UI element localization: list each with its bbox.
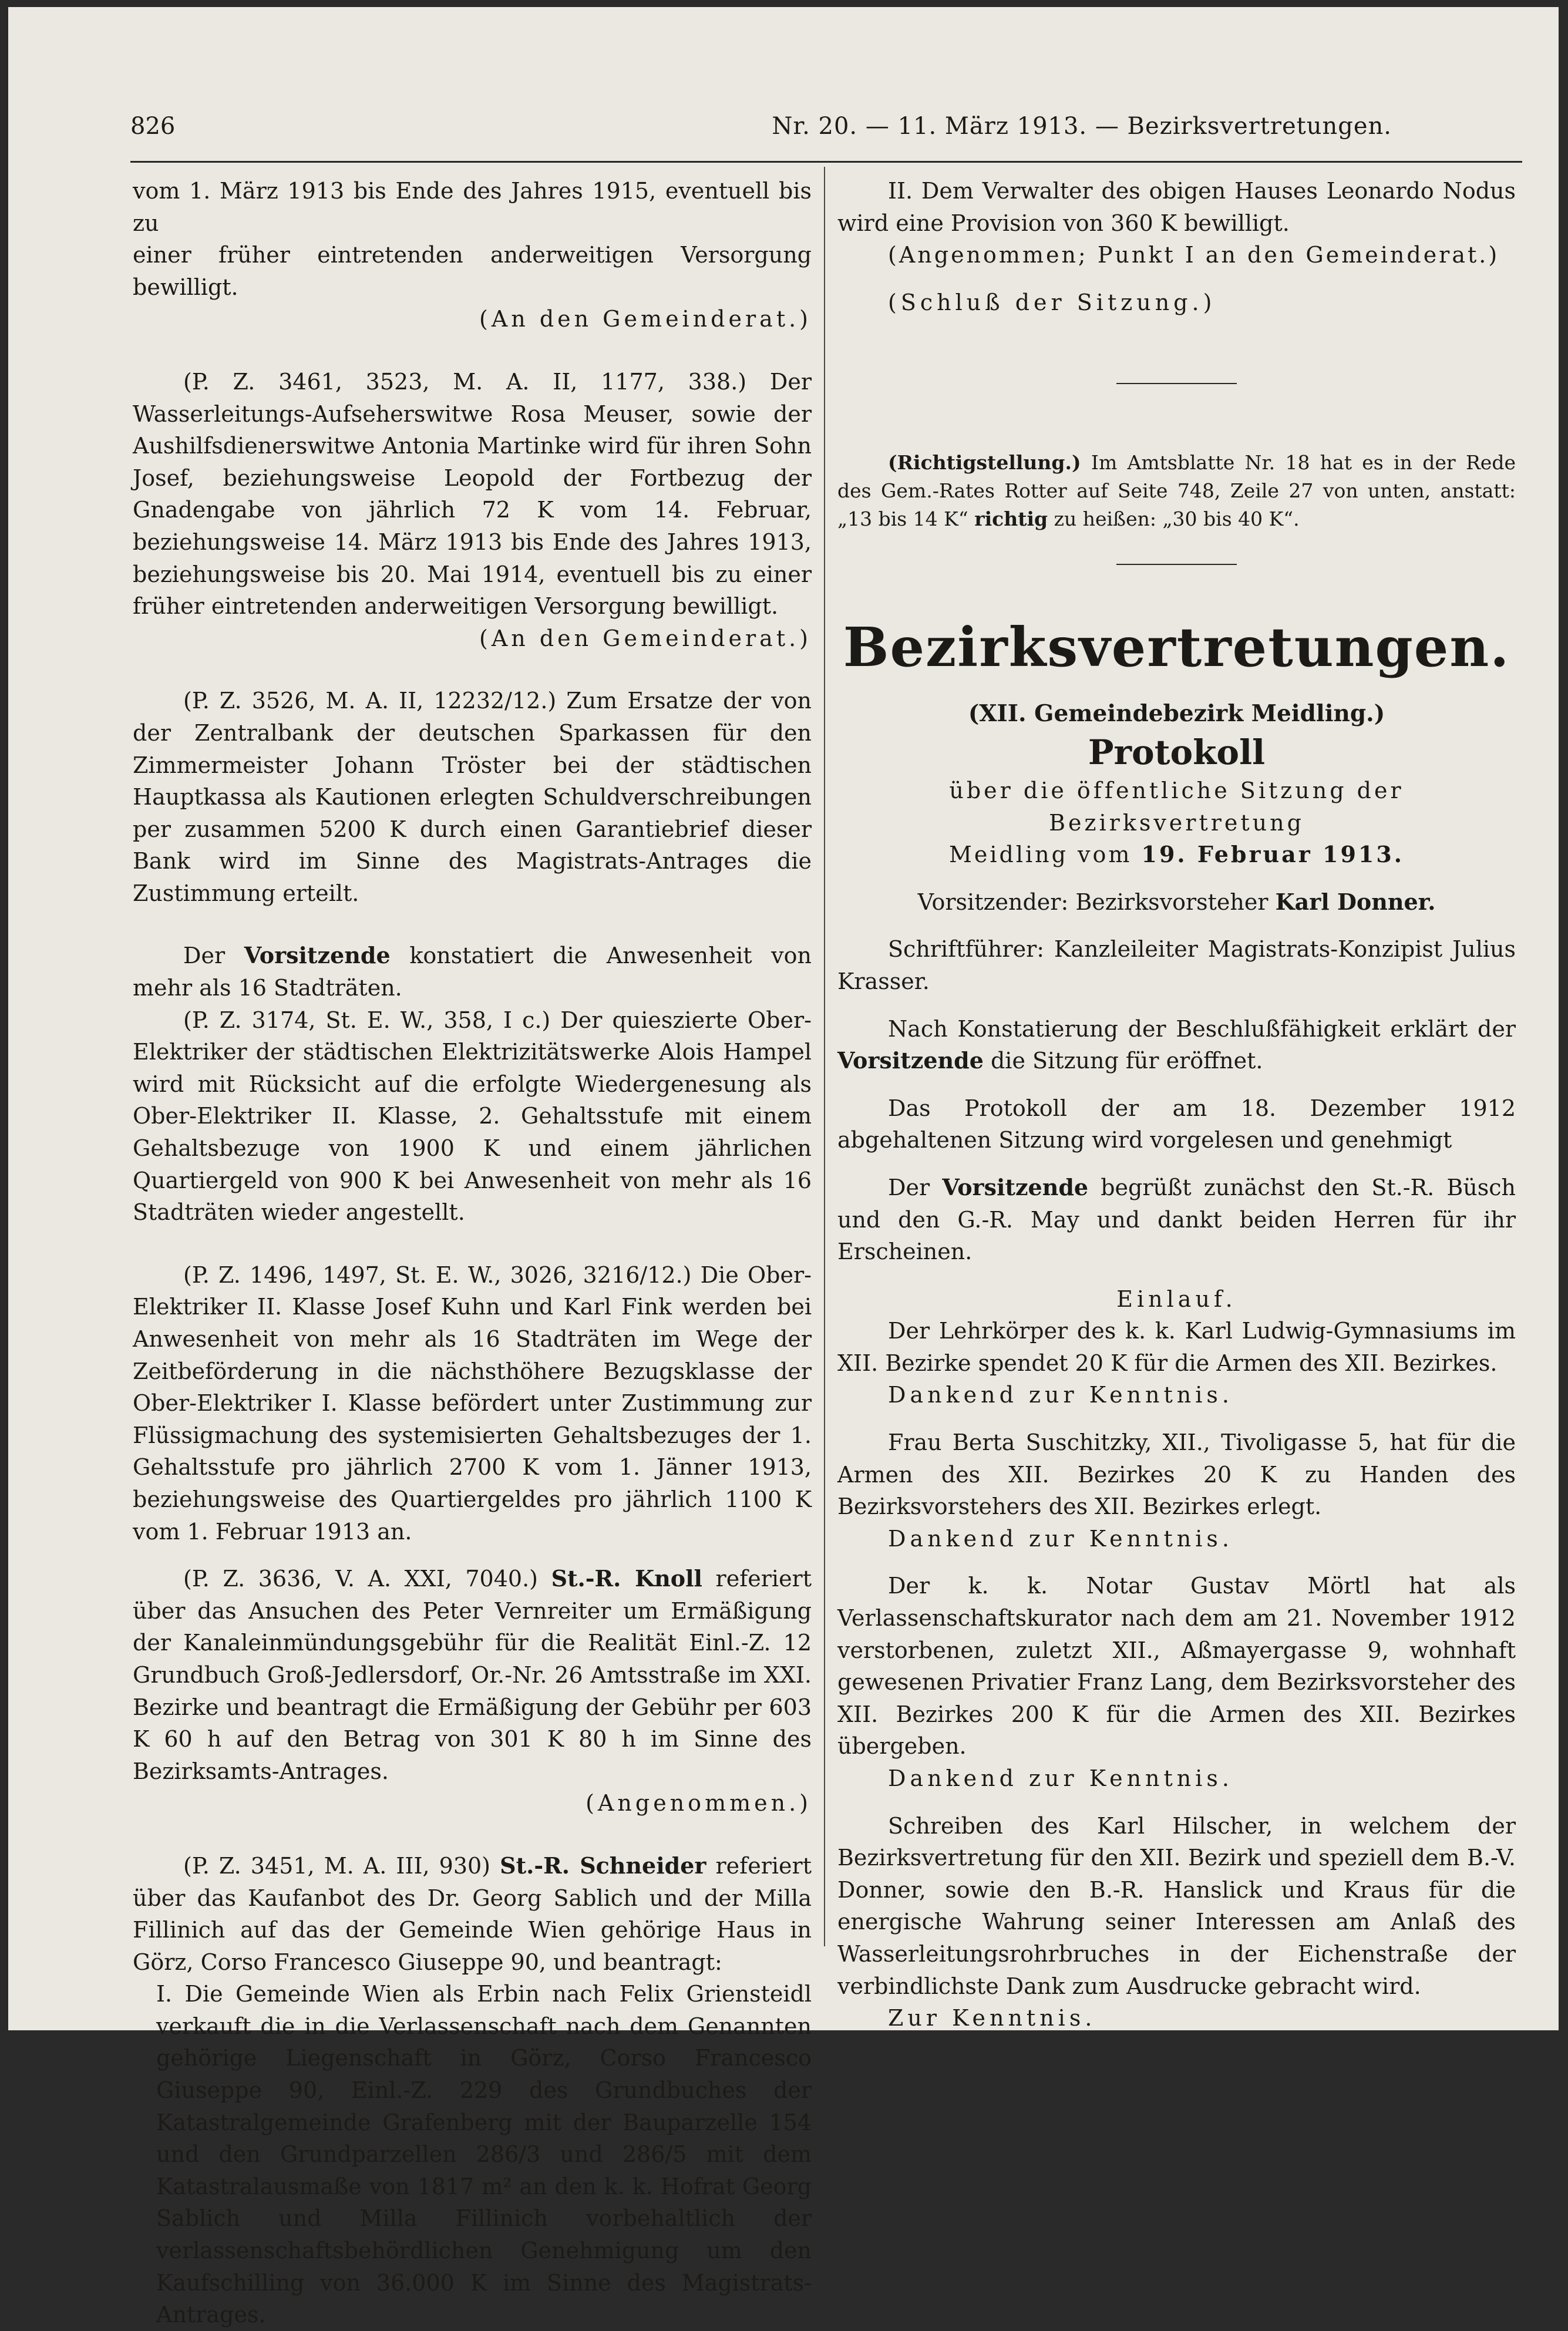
left-p2-note: (An den Gemeinderat.)	[479, 625, 812, 651]
left-p7-note: (Angenommen.)	[586, 1790, 812, 1817]
left-p2: (P. Z. 3461, 3523, M. A. II, 1177, 338.) Der Wasserleitungs-Aufseherswitwe Rosa Meuser, sowie der Aushilfsdienerswitwe Antonia Martinke wird für ihren Sohn Josef, beziehungsweise Leopold der Fortbezug der Gnadengabe von jährlich 72 K vom 14. Februar, beziehungsweise 14. März 1913 bis Ende des Jahres 1913, beziehungsweise bis 20. Mai 1914, eventuell bis zu einer früher eintretenden anderweitigen Versorgung bewilligt.	[133, 368, 812, 620]
right-p6: Frau Berta Suschitzky, XII., Tivoligasse 5, hat für die Armen des XII. Bezirkes 20 K zu Handen des Bezirksvorstehers des XII. Bezirkes erlegt.	[837, 1429, 1516, 1520]
right-p1: II. Dem Verwalter des obigen Hauses Leonardo Nodus wird eine Provision von 360 K bewilligt.	[837, 178, 1516, 236]
left-p1-line1: vom 1. März 1913 bis Ende des Jahres 1915, eventuell bis zu	[133, 178, 812, 236]
header-rule	[130, 161, 1522, 163]
right-p1-note: (Angenommen; Punkt I an den Gemeinderat.)	[888, 242, 1500, 268]
left-p4: Der Vorsitzende konstatiert die Anwesenheit von mehr als 16 Stadträten.	[133, 942, 812, 1001]
protocol-subtitle-2: Meidling vom 19. Februar 1913.	[948, 841, 1405, 868]
section-title: Bezirksvertretungen.	[843, 615, 1510, 680]
newspaper-page	[8, 7, 1559, 2328]
running-title: Nr. 20. — 11. März 1913. — Bezirksvertretungen.	[772, 113, 1392, 140]
left-p5: (P. Z. 3174, St. E. W., 358, I c.) Der quieszierte Ober-Elektriker der städtischen Elektrizitätswerke Alois Hampel wird mit Rücksicht auf die erfolgte Wiedergenesung als Ober-Elektriker II. Klasse, 2. Gehaltsstufe mit einem Gehaltsbezuge von 1900 K und einem jährlichen Quartiergeld von 900 K bei Anwesenheit von mehr als 16 Stadträten wieder angestellt.	[133, 1007, 812, 1226]
page-number: 826	[130, 113, 176, 140]
right-p3: Das Protokoll der am 18. Dezember 1912 abgehaltenen Sitzung wird vorgelesen und genehmigt	[837, 1095, 1516, 1153]
protocol-title: Protokoll	[1088, 732, 1266, 772]
left-p9: I. Die Gemeinde Wien als Erbin nach Felix Griensteidl verkauft die in die Verlassenschaft nach dem Genannten gehörige Liegenschaft in Görz, Corso Francesco Giuseppe 90, Einl.-Z. 229 des Grundbuches der Katastralgemeinde Grafenberg mit der Bauparzelle 154 und den Grundparzellen 286/3 und 286/5 mit dem Katastralausmaße von 1817 m² an den k. k. Hofrat Georg Sablich und Milla Fillinich vorbehaltlich der verlassenschaftsbehördlichen Genehmigung um den Kaufschilling von 36.000 K im Sinne des Magistrats-Antrages.	[156, 1981, 812, 2328]
right-p5: Der Lehrkörper des k. k. Karl Ludwig-Gymnasiums im XII. Bezirke spendet 20 K für die Armen des XII. Bezirkes.	[837, 1318, 1516, 1376]
thanks-2: Dankend zur Kenntnis.	[888, 1525, 1234, 1552]
right-p8: Schreiben des Karl Hilscher, in welchem der Bezirksvertretung für den XII. Bezirk und speziell dem B.-V. Donner, sowie den B.-R. Hanslick und Kraus für die energische Wahrung seiner Interessen am Anlaß des Wasserleitungsrohrbruches in der Eichenstraße der verbindlichste Dank zum Ausdrucke gebracht wird.	[837, 1812, 1516, 1999]
thanks-1: Dankend zur Kenntnis.	[888, 1382, 1234, 1408]
right-p2: Nach Konstatierung der Beschlußfähigkeit erklärt der Vorsitzende die Sitzung für eröffnet.	[837, 1015, 1516, 1074]
chairman: Vorsitzender: Bezirksvorsteher Karl Donner.	[917, 888, 1436, 915]
column-divider	[824, 167, 825, 1946]
page-header	[130, 113, 1392, 154]
thanks-4: Zur Kenntnis.	[888, 2005, 1096, 2031]
session-close: (Schluß der Sitzung.)	[888, 289, 1216, 315]
right-column	[837, 175, 1516, 2034]
left-p1-line2: einer früher eintretenden anderweitigen Versorgung bewilligt.	[133, 242, 812, 300]
secretary: Schriftführer: Kanzleileiter Magistrats-Konzipist Julius Krasser.	[837, 936, 1516, 994]
left-p1-note: (An den Gemeinderat.)	[479, 306, 812, 332]
left-p6: (P. Z. 1496, 1497, St. E. W., 3026, 3216/12.) Die Ober-Elektriker II. Klasse Josef Kuhn und Karl Fink werden bei Anwesenheit von mehr als 16 Stadträten im Wege der Zeitbeförderung in die nächsthöhere Bezugsklasse der Ober-Elektriker I. Klasse befördert unter Zustimmung zur Flüssigmachung des systemisierten Gehaltsbezuges der 1. Gehaltsstufe pro jährlich 2700 K vom 1. Jänner 1913, beziehungsweise des Quartiergeldes pro jährlich 1100 K vom 1. Februar 1913 an.	[133, 1262, 812, 1545]
right-p7: Der k. k. Notar Gustav Mörtl hat als Verlassenschaftskurator nach dem am 21. November 1912 verstorbenen, zuletzt XII., Aßmayergasse 9, wohnhaft gewesenen Privatier Franz Lang, dem Bezirksvorsteher des XII. Bezirkes 200 K für die Armen des XII. Bezirkes übergeben.	[837, 1573, 1516, 1760]
protocol-subtitle-1: über die öffentliche Sitzung der Bezirksvertretung	[949, 777, 1404, 836]
left-p8: (P. Z. 3451, M. A. III, 930) St.-R. Schneider referiert über das Kaufanbot des Dr. Georg Sablich und der Milla Fillinich auf das der Gemeinde Wien gehörige Haus in Görz, Corso Francesco Giuseppe 90, und beantragt:	[133, 1852, 812, 1975]
left-column	[133, 175, 812, 2331]
thanks-3: Dankend zur Kenntnis.	[888, 1765, 1234, 1791]
right-p4: Der Vorsitzende begrüßt zunächst den St.-R. Büsch und den G.-R. May und dankt beiden Herren für ihr Erscheinen.	[837, 1173, 1516, 1265]
einlauf-heading: Einlauf.	[1116, 1286, 1237, 1312]
correction-note: (Richtigstellung.) Im Amtsblatte Nr. 18 hat es in der Rede des Gem.-Rates Rotter auf Seite 748, Zeile 27 von unten, anstatt: „13 bis 14 K“ richtig zu heißen: „30 bis 40 K“.	[837, 451, 1516, 531]
left-p7: (P. Z. 3636, V. A. XXI, 7040.) St.-R. Knoll referiert über das Ansuchen des Peter Vernreiter um Ermäßigung der Kanaleinmündungsgebühr für die Realität Einl.-Z. 12 Grundbuch Groß-Jedlersdorf, Or.-Nr. 26 Amtsstraße im XXI. Bezirke und beantragt die Ermäßigung der Gebühr per 603 K 60 h auf den Betrag von 301 K 80 h im Sinne des Bezirksamts-Antrages.	[133, 1565, 812, 1784]
left-p3: (P. Z. 3526, M. A. II, 12232/12.) Zum Ersatze der von der Zentralbank der deutschen Sparkassen für den Zimmermeister Johann Tröster bei der städtischen Hauptkassa als Kautionen erlegten Schuldverschreibungen per zusammen 5200 K durch einen Garantiebrief dieser Bank wird im Sinne des Magistrats-Antrages die Zustimmung erteilt.	[133, 688, 812, 906]
district-heading: (XII. Gemeindebezirk Meidling.)	[968, 700, 1385, 728]
